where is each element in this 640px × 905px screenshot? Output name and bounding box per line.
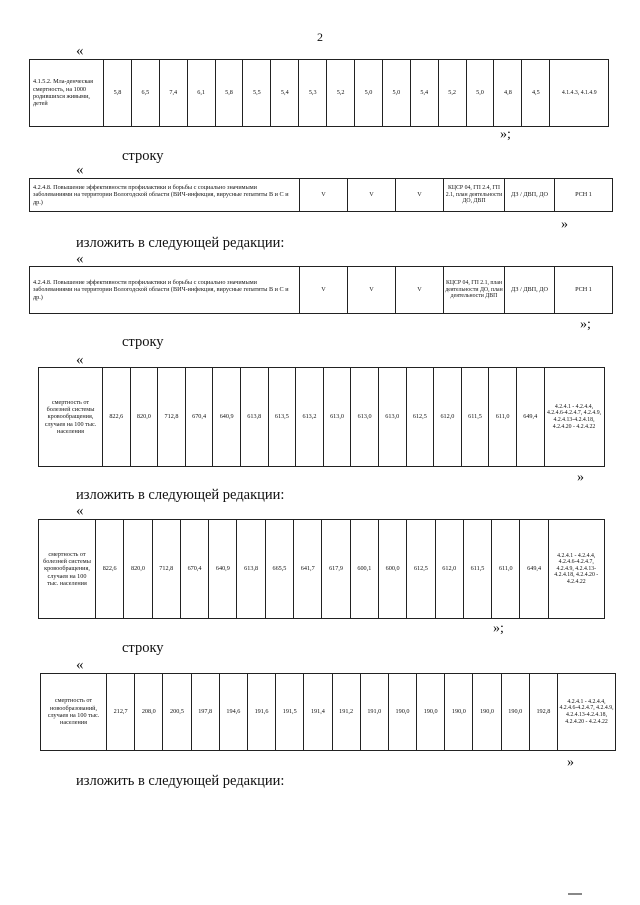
value-cell: 613,0 [378,368,406,467]
value-cell: 665,5 [265,520,293,619]
value-cell: 611,5 [461,368,489,467]
value-cell: 5,0 [382,60,410,127]
value-cell: 190,0 [388,674,416,751]
quote-close: » [561,217,568,232]
v-cell: V [300,179,348,212]
value-cell: 194,6 [219,674,247,751]
value-cell: 4,5 [522,60,550,127]
scan-mark [568,893,582,895]
v-cell: V [396,179,444,212]
value-cell: 200,5 [163,674,191,751]
value-cell: 212,7 [107,674,135,751]
value-cell: 611,0 [492,520,520,619]
value-cell: 5,2 [438,60,466,127]
value-cell: 820,0 [124,520,152,619]
executor-cell: ДЗ / ДВП, ДО [505,267,555,314]
row-label: смертность от болезней системы кровообращения, случаев на 100 тыс. населения [39,368,103,467]
value-cell: 822,6 [103,368,131,467]
value-cell: 600,1 [350,520,378,619]
codes-cell: 4.2.4.1 - 4.2.4.4, 4.2.4.6-4.2.4.7, 4.2.4.9, 4.2.4.13-4.2.4.18, 4.2.4.20 - 4.2.4.22 [548,520,604,619]
value-cell: 612,0 [435,520,463,619]
value-cell: 5,8 [104,60,132,127]
quote-close: »; [500,127,511,142]
value-cell: 7,4 [159,60,187,127]
responsible-cell: РСН 1 [555,267,613,314]
value-cell: 670,4 [185,368,213,467]
quote-open: « [76,43,84,59]
value-cell: 649,4 [520,520,548,619]
v-cell: V [348,179,396,212]
value-cell: 208,0 [135,674,163,751]
value-cell: 613,5 [268,368,296,467]
quote-open: « [76,657,84,673]
value-cell: 820,0 [130,368,158,467]
value-cell: 640,9 [209,520,237,619]
value-cell: 613,2 [296,368,324,467]
row-neoplasms [40,673,616,751]
quote-close: » [577,470,584,485]
measure-label: 4.2.4.8. Повышение эффективности профилактики и борьбы с социально значимыми заболеваниями на территории Вологодской области (ВИЧ-инфекция, вирусные гепатиты В и С и др.) [30,267,300,314]
quote-open: « [76,503,84,519]
value-cell: 617,9 [322,520,350,619]
value-cell: 612,5 [407,520,435,619]
value-cell: 613,8 [240,368,268,467]
row-infant-mortality [29,59,609,127]
v-cell: V [396,267,444,314]
replace-text: изложить в следующей редакции: [76,235,285,251]
word-line: строку [122,148,164,164]
quote-open: « [76,251,84,267]
value-cell: 190,0 [501,674,529,751]
value-cell: 6,5 [131,60,159,127]
codes-cell: 4.1.4.3, 4.1.4.9 [550,60,609,127]
value-cell: 612,0 [434,368,462,467]
v-cell: V [300,267,348,314]
value-cell: 612,5 [406,368,434,467]
value-cell: 5,8 [215,60,243,127]
value-cell: 191,5 [276,674,304,751]
value-cell: 641,7 [294,520,322,619]
quote-close: » [567,755,574,770]
replace-text: изложить в следующей редакции: [76,773,285,789]
value-cell: 649,4 [516,368,544,467]
value-cell: 5,0 [466,60,494,127]
row-label: смертность от новообразований, случаев на 100 тыс. населения [41,674,107,751]
page-number: 2 [317,30,323,44]
value-cell: 190,0 [473,674,501,751]
value-cell: 192,8 [529,674,557,751]
row-circulatory-old [38,367,605,467]
quote-close: »; [580,317,591,332]
value-cell: 5,5 [243,60,271,127]
value-cell: 640,9 [213,368,241,467]
value-cell: 5,4 [271,60,299,127]
value-cell: 190,0 [445,674,473,751]
value-cell: 670,4 [180,520,208,619]
source-cell: КЦСР 04, ГП 2.1, план деятельности ДО, план деятельности ДВП [444,267,505,314]
codes-cell: 4.2.4.1 - 4.2.4.4, 4.2.4.6-4.2.4.7, 4.2.4.9, 4.2.4.13-4.2.4.18, 4.2.4.20 - 4.2.4.22 [558,674,616,751]
row-measure-new [29,266,613,314]
source-cell: КЦСР 04, ГП 2.4, ГП 2.1, план деятельности ДО, ДВП [444,179,505,212]
value-cell: 613,0 [323,368,351,467]
value-cell: 611,5 [463,520,491,619]
value-cell: 712,8 [152,520,180,619]
value-cell: 4,8 [494,60,522,127]
word-line: строку [122,334,164,350]
quote-close: »; [493,621,504,636]
value-cell: 191,6 [247,674,275,751]
codes-cell: 4.2.4.1 - 4.2.4.4, 4.2.4.6-4.2.4.7, 4.2.4.9, 4.2.4.13-4.2.4.18, 4.2.4.20 - 4.2.4.22 [544,368,604,467]
row-measure-old [29,178,613,212]
value-cell: 6,1 [187,60,215,127]
value-cell: 5,0 [355,60,383,127]
value-cell: 5,3 [299,60,327,127]
replace-text: изложить в следующей редакции: [76,487,285,503]
value-cell: 191,2 [332,674,360,751]
value-cell: 600,0 [378,520,406,619]
row-circulatory-new [38,519,605,619]
value-cell: 190,0 [417,674,445,751]
value-cell: 613,8 [237,520,265,619]
quote-open: « [76,162,84,178]
value-cell: 613,0 [351,368,379,467]
quote-open: « [76,352,84,368]
value-cell: 5,2 [327,60,355,127]
row-label: 4.1.5.2. Мла-денческая смертность, на 1000 родившихся живыми, детей [30,60,104,127]
v-cell: V [348,267,396,314]
responsible-cell: РСН 1 [555,179,613,212]
value-cell: 822,6 [96,520,124,619]
row-label: смертность от болезней системы кровообращения, случаев на 100 тыс. населения [39,520,96,619]
value-cell: 5,4 [410,60,438,127]
value-cell: 197,8 [191,674,219,751]
value-cell: 611,0 [489,368,517,467]
measure-label: 4.2.4.8. Повышение эффективности профилактики и борьбы с социально значимыми заболеваниями на территории Вологодской области (ВИЧ-инфекция, вирусные гепатиты В и С и др.) [30,179,300,212]
value-cell: 191,0 [360,674,388,751]
executor-cell: ДЗ / ДВП, ДО [505,179,555,212]
word-line: строку [122,640,164,656]
value-cell: 712,8 [158,368,186,467]
value-cell: 191,4 [304,674,332,751]
